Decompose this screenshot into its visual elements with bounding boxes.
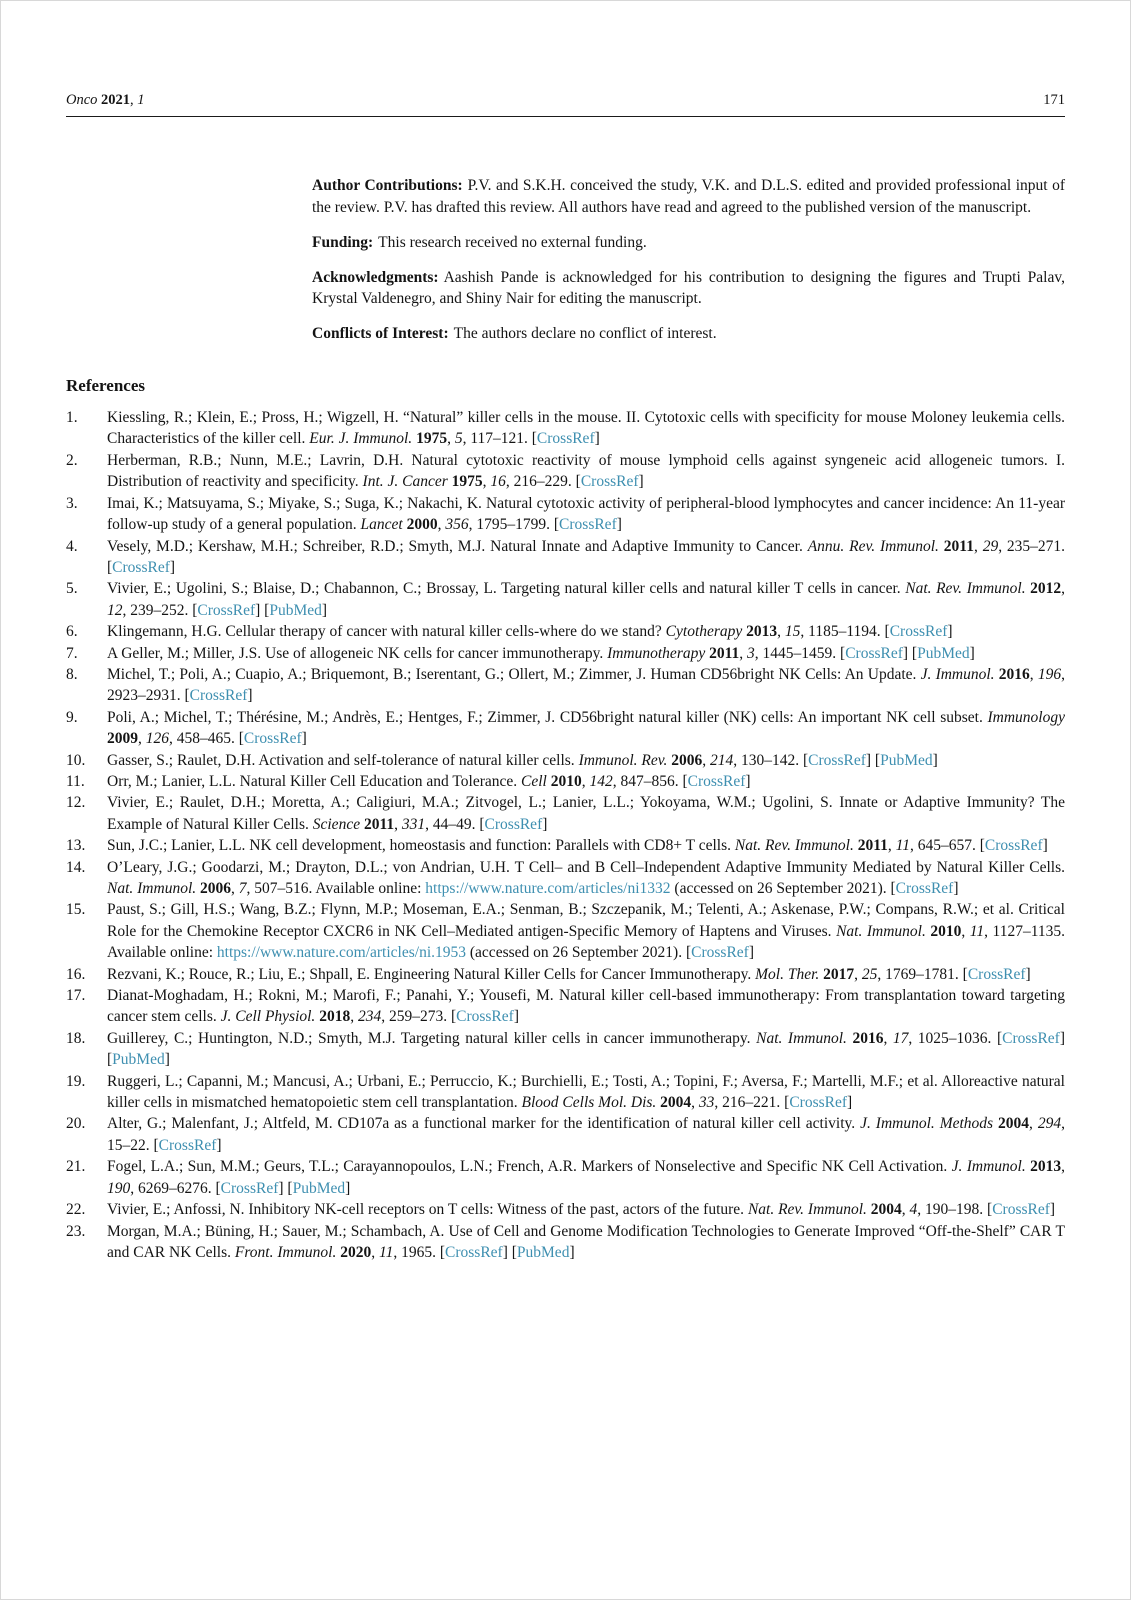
text-run: 2004 — [870, 1201, 902, 1219]
text-run: Vivier, E.; Raulet, D.H.; Moretta, A.; Caligiuri, M.A.; Zitvogel, L.; Lanier, L.L.; Yokoyama, W.M.; Ugolini, S. Innate or Adaptive Immunity? The Example of Natural Killer Cells. — [107, 794, 1065, 833]
text-run: 2011 — [363, 815, 395, 833]
text-run: 25 — [861, 965, 878, 983]
reference-number: 23. — [66, 1222, 86, 1240]
text-run: , — [231, 880, 239, 897]
reference-number: 9. — [66, 708, 78, 726]
text-run: , 259–273. [ — [381, 1008, 457, 1026]
reference-text — [107, 1071, 1065, 1114]
text-run: , 458–465. [ — [169, 730, 244, 748]
text-run: ] — [748, 944, 754, 962]
reference-link[interactable]: PubMed — [112, 1051, 165, 1069]
reference-link[interactable]: CrossRef — [220, 1179, 279, 1197]
reference-item — [66, 643, 1065, 664]
text-run: 11 — [969, 922, 985, 940]
text-run: Nat. Rev. Immunol. — [747, 1201, 867, 1219]
text-run: Ruggeri, L.; Capanni, M.; Mancusi, A.; Urbani, E.; Perruccio, K.; Burchielli, E.; Tosti, A.; Topini, F.; Aversa, F.; Martelli, M.F.; et al. Alloreactive natural killer cells in mismatched hematopoietic stem cell transplantation. — [107, 1072, 1065, 1112]
text-run: 2013 — [746, 623, 778, 641]
text-run: 2016 — [852, 1029, 884, 1047]
reference-item — [66, 1071, 1065, 1114]
reference-number: 12. — [66, 794, 86, 812]
text-run: J. Immunol. Methods — [860, 1115, 994, 1133]
reference-link[interactable]: CrossRef — [158, 1136, 217, 1154]
reference-text — [107, 835, 1065, 856]
reference-link[interactable]: PubMed — [292, 1179, 346, 1197]
acknowledgments-paragraph — [312, 267, 1065, 310]
text-run: ] — [1042, 837, 1048, 855]
text-run: , 2923–2931. [ — [107, 665, 1065, 705]
text-run: , — [739, 644, 748, 662]
text-run: J. Cell Physiol. — [220, 1008, 316, 1026]
text-run: 331 — [401, 815, 426, 833]
text-run: Cell — [521, 772, 547, 790]
text-run: 2011 — [943, 537, 974, 555]
text-run: ] [ — [255, 601, 270, 619]
funding-paragraph — [312, 232, 1065, 254]
reference-link[interactable]: CrossRef — [1002, 1029, 1060, 1047]
text-run: ] — [638, 473, 644, 491]
references-title: References — [66, 376, 145, 396]
text-run: ] — [513, 1008, 519, 1026]
text-run: 196 — [1037, 665, 1062, 683]
reference-text — [107, 450, 1065, 493]
text-run: 2004 — [998, 1115, 1030, 1133]
text-run: Orr, M.; Lanier, L.L. Natural Killer Cell Education and Tolerance. — [107, 772, 522, 790]
text-run: (accessed on 26 September 2021). [ — [670, 880, 896, 897]
reference-link[interactable]: CrossRef — [536, 430, 595, 448]
text-run: , — [691, 1094, 699, 1112]
reference-number: 13. — [66, 837, 86, 855]
text-run: 3 — [747, 644, 755, 662]
reference-number: 15. — [66, 901, 86, 919]
text-run: , — [973, 537, 983, 555]
text-run: , — [482, 473, 491, 491]
reference-text — [107, 407, 1065, 450]
reference-item — [66, 621, 1065, 642]
reference-link[interactable]: CrossRef — [691, 944, 749, 962]
text-run: , — [371, 1243, 379, 1261]
text-run: , — [447, 430, 455, 448]
text-run: , — [130, 92, 138, 108]
reference-item — [66, 985, 1065, 1028]
conflicts-paragraph — [312, 323, 1065, 345]
reference-text — [107, 1156, 1065, 1199]
text-run: ] — [947, 623, 953, 641]
text-run: ] — [1049, 1201, 1056, 1219]
text-run: ] — [216, 1136, 222, 1154]
text-run: 2009 — [107, 730, 138, 748]
text-run: Dianat-Moghadam, H.; Rokni, M.; Marofi, F.; Panahi, Y.; Yousefi, M. Natural killer cell-based immunotherapy: From transplantation toward targeting cancer stem cells. — [107, 987, 1065, 1026]
text-run: , 239–252. [ — [122, 601, 198, 619]
text-run: Poli, A.; Michel, T.; Thérésine, M.; Andrès, E.; Hentges, F.; Zimmer, J. CD56bright natural killer (NK) cells: An important NK cell subset. — [107, 708, 988, 726]
text-run: 2011 — [709, 644, 740, 662]
reference-link[interactable]: CrossRef — [808, 751, 866, 769]
text-run: , — [854, 965, 862, 983]
reference-text — [107, 536, 1065, 579]
reference-item — [66, 771, 1065, 792]
reference-link[interactable]: CrossRef — [889, 623, 948, 641]
text-run: , 117–121. [ — [462, 430, 537, 448]
text-run: Paust, S.; Gill, H.S.; Wang, B.Z.; Flynn, M.P.; Moseman, E.A.; Senman, B.; Szczepanik, M.; Telenti, A.; Askenase, P.W.; Compans, R.W.; et al. Critical Role for the Chemokine Receptor CXCR6 in NK Cell–Mediated antigen-Specific Memory of Haptens and Viruses. — [107, 901, 1065, 940]
text-run: ] — [594, 430, 600, 448]
text-run: , — [394, 815, 402, 833]
text-run: Guillerey, C.; Huntington, N.D.; Smyth, M.J. Targeting natural killer cells in cancer immunotherapy. — [107, 1029, 757, 1047]
text-run: , 1795–1799. [ — [468, 516, 560, 534]
reference-item — [66, 1199, 1065, 1220]
text-run: , — [437, 516, 446, 534]
text-run: Nat. Immunol. — [756, 1029, 847, 1047]
text-run: Eur. J. Immunol. — [309, 430, 413, 448]
reference-number: 7. — [66, 644, 78, 662]
text-run: Nat. Immunol. — [107, 880, 197, 897]
text-run: Imai, K.; Matsuyama, S.; Miyake, S.; Suga, K.; Nakachi, K. Natural cytotoxic activity of peripheral-blood lymphocytes and cancer incidence: An 11-year follow-up study of a general population. — [107, 494, 1065, 534]
text-run: Onco — [66, 92, 102, 108]
reference-number: 3. — [66, 494, 78, 512]
reference-number: 5. — [66, 580, 78, 598]
text-run: 142 — [589, 772, 613, 790]
text-run: , 1965. [ — [393, 1243, 445, 1261]
header-rule — [66, 116, 1065, 117]
reference-link[interactable]: CrossRef — [112, 558, 170, 576]
reference-number: 17. — [66, 987, 86, 1005]
reference-item — [66, 835, 1065, 856]
reference-item — [66, 899, 1065, 963]
reference-link[interactable]: CrossRef — [243, 730, 302, 748]
text-run: 294 — [1037, 1115, 1062, 1133]
text-run: Front. Immunol. — [234, 1243, 337, 1261]
text-run: Int. J. Cancer — [362, 473, 448, 491]
text-run: 214 — [710, 751, 734, 769]
reference-text — [107, 664, 1065, 707]
reference-link[interactable]: CrossRef — [895, 880, 954, 897]
reference-text — [107, 771, 1065, 792]
text-run: 7 — [238, 880, 247, 897]
reference-text — [107, 707, 1065, 750]
funding-label: Funding: — [312, 233, 374, 251]
text-run: 2016 — [998, 665, 1030, 683]
text-run: 2000 — [406, 516, 438, 534]
reference-item — [66, 664, 1065, 707]
acknowledgments-label: Acknowledgments: — [312, 268, 439, 286]
text-run: , — [777, 623, 785, 641]
text-run: ] — [169, 558, 176, 576]
reference-number: 6. — [66, 623, 78, 641]
text-run: , 235–271. [ — [107, 537, 1066, 576]
references-list — [66, 407, 1065, 1263]
text-run: 2017 — [823, 965, 855, 983]
text-run: Gasser, S.; Raulet, D.H. Activation and self-tolerance of natural killer cells. — [107, 751, 579, 769]
reference-link[interactable]: CrossRef — [559, 516, 617, 534]
text-run: , 507–516. Available online: — [246, 880, 426, 897]
reference-number: 16. — [66, 965, 86, 983]
text-run: ] — [164, 1051, 170, 1069]
text-run: 2011 — [857, 837, 888, 855]
text-run: ] — [569, 1243, 575, 1261]
text-run: , — [1029, 665, 1038, 683]
reference-text — [107, 857, 1065, 900]
reference-text — [107, 493, 1065, 536]
text-run: , 190–198. [ — [917, 1201, 993, 1219]
reference-link[interactable]: CrossRef — [984, 837, 1043, 855]
text-run: Blood Cells Mol. Dis. — [521, 1094, 657, 1112]
reference-number: 21. — [66, 1158, 86, 1176]
reference-item — [66, 493, 1065, 536]
reference-link[interactable]: CrossRef — [484, 815, 543, 833]
text-run: 2010 — [930, 922, 962, 940]
reference-item — [66, 536, 1065, 579]
text-run: 16 — [490, 473, 506, 491]
text-run: 2004 — [660, 1094, 692, 1112]
reference-text — [107, 750, 1065, 771]
text-run: ] — [345, 1179, 351, 1197]
reference-number: 20. — [66, 1115, 86, 1133]
text-run: ] — [745, 772, 751, 790]
text-run: 1 — [137, 92, 145, 108]
reference-item — [66, 707, 1065, 750]
reference-number: 4. — [66, 537, 78, 555]
author-contributions-text: P.V. and S.K.H. conceived the study, V.K. and D.L.S. edited and provided professional input of the review. P.V. has drafted this review. All authors have read and agreed to the published version of the manuscript. — [312, 177, 1065, 216]
reference-item — [66, 1156, 1065, 1199]
reference-number: 22. — [66, 1201, 86, 1219]
text-run: , — [961, 922, 970, 940]
reference-link[interactable]: PubMed — [269, 601, 322, 619]
text-run: Lancet — [360, 516, 403, 534]
text-run: ] — [301, 730, 307, 748]
text-run: 33 — [698, 1094, 715, 1112]
reference-item — [66, 407, 1065, 450]
text-run: Annu. Rev. Immunol. — [807, 537, 939, 555]
reference-link[interactable]: CrossRef — [687, 772, 746, 790]
reference-link[interactable]: CrossRef — [580, 473, 639, 491]
text-run: 15 — [784, 623, 801, 641]
text-run: Rezvani, K.; Rouce, R.; Liu, E.; Shpall, E. Engineering Natural Killer Cells for Cancer Immunotherapy. — [107, 965, 756, 983]
reference-item — [66, 578, 1065, 621]
reference-number: 2. — [66, 451, 78, 469]
text-run: Sun, J.C.; Lanier, L.L. NK cell development, homeostasis and function: Parallels with CD8+ T cells. — [107, 837, 735, 855]
text-run: ] — [1025, 965, 1031, 983]
text-run: ] — [616, 516, 622, 534]
reference-number: 8. — [66, 665, 78, 683]
text-run: Immunology — [987, 708, 1065, 726]
text-run: (accessed on 26 September 2021). [ — [466, 944, 692, 962]
text-run: ] [ — [865, 751, 881, 769]
text-run: 17 — [892, 1029, 909, 1047]
reference-text — [107, 1113, 1065, 1156]
text-run: O’Leary, J.G.; Goodarzi, M.; Drayton, D.L.; von Andrian, U.H. T Cell– and B Cell–Independent Adaptive Immunity Mediated by Natural Killer Cells. — [107, 858, 1065, 876]
text-run: , — [138, 730, 146, 748]
text-run: J. Immunol. — [951, 1158, 1026, 1176]
text-run: Mol. Ther. — [755, 965, 820, 983]
author-contributions-label: Author Contributions: — [312, 177, 463, 194]
text-run: 2012 — [1030, 580, 1062, 598]
reference-text — [107, 578, 1065, 621]
text-run: , 1445–1459. [ — [754, 644, 846, 662]
reference-link[interactable]: CrossRef — [197, 601, 256, 619]
reference-link[interactable]: PubMed — [880, 751, 933, 769]
reference-text — [107, 1028, 1065, 1071]
text-run: , — [1029, 1115, 1038, 1133]
text-run: Immunol. Rev. — [578, 751, 668, 769]
text-run: 29 — [982, 537, 999, 555]
text-run: 2006 — [671, 751, 703, 769]
text-run: Cytotherapy — [665, 623, 743, 641]
text-run: ] [ — [278, 1179, 293, 1197]
front-matter — [312, 175, 1065, 345]
text-run: Nat. Immunol. — [836, 922, 926, 940]
text-run: 11 — [895, 837, 910, 855]
reference-item — [66, 857, 1065, 900]
text-run: 4 — [909, 1201, 918, 1219]
text-run: Klingemann, H.G. Cellular therapy of cancer with natural killer cells-where do we stand? — [107, 623, 666, 641]
text-run: , — [883, 1029, 893, 1047]
text-run: , 847–856. [ — [612, 772, 688, 790]
text-run: Nat. Rev. Immunol. — [905, 580, 1026, 598]
text-run: Kiessling, R.; Klein, E.; Pross, H.; Wigzell, H. “Natural” killer cells in the mouse. II. Cytotoxic cells with specificity for mouse Moloney leukemia cells. Characteristics of the killer cell. — [107, 409, 1065, 448]
text-run: , — [1061, 1158, 1065, 1176]
text-run: , 1025–1036. [ — [908, 1029, 1003, 1047]
text-run: , — [702, 751, 710, 769]
reference-number: 11. — [66, 772, 85, 790]
text-run: ] — [847, 1094, 853, 1112]
text-run: 2013 — [1030, 1158, 1062, 1176]
reference-link[interactable]: CrossRef — [456, 1008, 514, 1026]
author-contributions-paragraph — [312, 175, 1065, 218]
text-run: , 216–229. [ — [505, 473, 581, 491]
text-run: 2010 — [550, 772, 582, 790]
reference-number: 14. — [66, 858, 86, 876]
text-run: A Geller, M.; Miller, J.S. Use of allogeneic NK cells for cancer immunotherapy. — [107, 644, 608, 662]
text-run: Immunotherapy — [607, 644, 706, 662]
text-run: 356 — [445, 516, 469, 534]
text-run: ] [ — [902, 644, 918, 662]
reference-link[interactable]: CrossRef — [445, 1243, 503, 1261]
text-run: , — [887, 837, 896, 855]
text-run: 1975 — [416, 430, 448, 448]
text-run: , — [901, 1201, 910, 1219]
text-run: Vesely, M.D.; Kershaw, M.H.; Schreiber, R.D.; Smyth, M.J. Natural Innate and Adaptive Immunity to Cancer. — [107, 537, 808, 555]
reference-link[interactable]: PubMed — [516, 1243, 570, 1261]
reference-link[interactable]: CrossRef — [845, 644, 903, 662]
text-run: Fogel, L.A.; Sun, M.M.; Geurs, T.L.; Carayannopoulos, L.N.; French, A.R. Markers of Nonselective and Specific NK Cell Activation. — [107, 1158, 952, 1176]
reference-text — [107, 621, 1065, 642]
text-run: , 44–49. [ — [425, 815, 485, 833]
text-run: 190 — [107, 1179, 131, 1197]
text-run: 11 — [378, 1243, 394, 1261]
text-run: Alter, G.; Malenfant, J.; Altfeld, M. CD107a as a functional marker for the identification of natural killer cell activity. — [107, 1115, 861, 1133]
acknowledgments-text: Aashish Pande is acknowledged for his contribution to designing the figures and Trupti Palav, Krystal Valdenegro, and Shiny Nair for editing the manuscript. — [312, 268, 1065, 308]
text-run: , — [1061, 580, 1066, 598]
reference-item — [66, 1221, 1065, 1264]
text-run: ] — [542, 815, 548, 833]
text-run: , 216–221. [ — [714, 1094, 790, 1112]
text-run: Vivier, E.; Anfossi, N. Inhibitory NK-cell receptors on T cells: Witness of the past, actors of the future. — [107, 1201, 748, 1219]
reference-item — [66, 792, 1065, 835]
text-run: ] [ — [107, 1029, 1065, 1069]
reference-link[interactable]: CrossRef — [189, 687, 248, 705]
text-run: , 6269–6276. [ — [130, 1179, 221, 1197]
reference-text — [107, 985, 1065, 1028]
page-header — [66, 0, 1065, 109]
text-run: 5 — [454, 430, 463, 448]
text-run: 2006 — [200, 880, 231, 897]
text-run: 1975 — [451, 473, 483, 491]
text-run: Nat. Rev. Immunol. — [734, 837, 854, 855]
reference-number: 1. — [66, 409, 78, 427]
conflicts-label: Conflicts of Interest: — [312, 325, 449, 343]
reference-link[interactable]: PubMed — [917, 644, 970, 662]
reference-text — [107, 1199, 1065, 1220]
reference-number: 10. — [66, 751, 86, 769]
text-run: 12 — [107, 601, 123, 619]
reference-item — [66, 450, 1065, 493]
reference-number: 19. — [66, 1072, 86, 1090]
reference-text — [107, 1221, 1065, 1264]
text-run: ] — [953, 880, 959, 897]
conflicts-text: The authors declare no conflict of interest. — [453, 325, 717, 343]
reference-item — [66, 1028, 1065, 1071]
reference-item — [66, 750, 1065, 771]
text-run: Michel, T.; Poli, A.; Cuapio, A.; Briquemont, B.; Iserentant, G.; Ollert, M.; Zimmer, J. Human CD56bright NK Cells: An Update. — [107, 665, 921, 683]
text-run: Vivier, E.; Ugolini, S.; Blaise, D.; Chabannon, C.; Brossay, L. Targeting natural killer cells and natural killer T cells in cancer. — [107, 580, 906, 598]
text-run: , — [350, 1008, 358, 1026]
text-run: ] — [247, 687, 253, 705]
text-run: ] — [932, 751, 938, 769]
text-run: Science — [312, 815, 361, 833]
reference-text — [107, 964, 1065, 985]
page-number: 171 — [1043, 92, 1065, 108]
reference-link[interactable]: https://www.nature.com/articles/ni.1953 — [216, 944, 467, 962]
text-run: 2021 — [101, 92, 131, 108]
reference-link[interactable]: CrossRef — [967, 965, 1026, 983]
text-run: 2020 — [340, 1243, 372, 1261]
text-run: ] — [321, 601, 328, 619]
text-run: , — [581, 772, 590, 790]
reference-number: 18. — [66, 1029, 86, 1047]
text-run: J. Immunol. — [920, 665, 995, 683]
text-run: , 645–657. [ — [909, 837, 985, 855]
text-run: 126 — [145, 730, 169, 748]
reference-text — [107, 899, 1065, 963]
reference-link[interactable]: https://www.nature.com/articles/ni1332 — [425, 880, 671, 897]
text-run: , 1127–1135. Available online: — [107, 922, 1066, 962]
reference-link[interactable]: CrossRef — [992, 1201, 1050, 1219]
text-run: , 1185–1194. [ — [800, 623, 890, 641]
text-run: Morgan, M.A.; Büning, H.; Sauer, M.; Schambach, A. Use of Cell and Genome Modification Technologies to Generate Improved “Off-the-Shelf” CAR T and CAR NK Cells. — [107, 1222, 1065, 1261]
funding-text: This research received no external funding. — [378, 233, 647, 251]
text-run: Herberman, R.B.; Nunn, M.E.; Lavrin, D.H. Natural cytotoxic reactivity of mouse lymphoid cells against syngeneic acid allogeneic tumors. I. Distribution of reactivity and specificity. — [107, 451, 1065, 491]
reference-link[interactable]: CrossRef — [789, 1094, 848, 1112]
journal-citation — [66, 92, 145, 109]
text-run: , 15–22. [ — [107, 1115, 1065, 1154]
text-run: , 130–142. [ — [733, 751, 809, 769]
text-run: 234 — [357, 1008, 382, 1026]
reference-text — [107, 643, 1065, 664]
text-run: ] — [969, 644, 975, 662]
reference-item — [66, 964, 1065, 985]
text-run: 2018 — [319, 1008, 351, 1026]
reference-item — [66, 1113, 1065, 1156]
reference-text — [107, 792, 1065, 835]
text-run: , 1769–1781. [ — [877, 965, 968, 983]
text-run: ] [ — [502, 1243, 517, 1261]
